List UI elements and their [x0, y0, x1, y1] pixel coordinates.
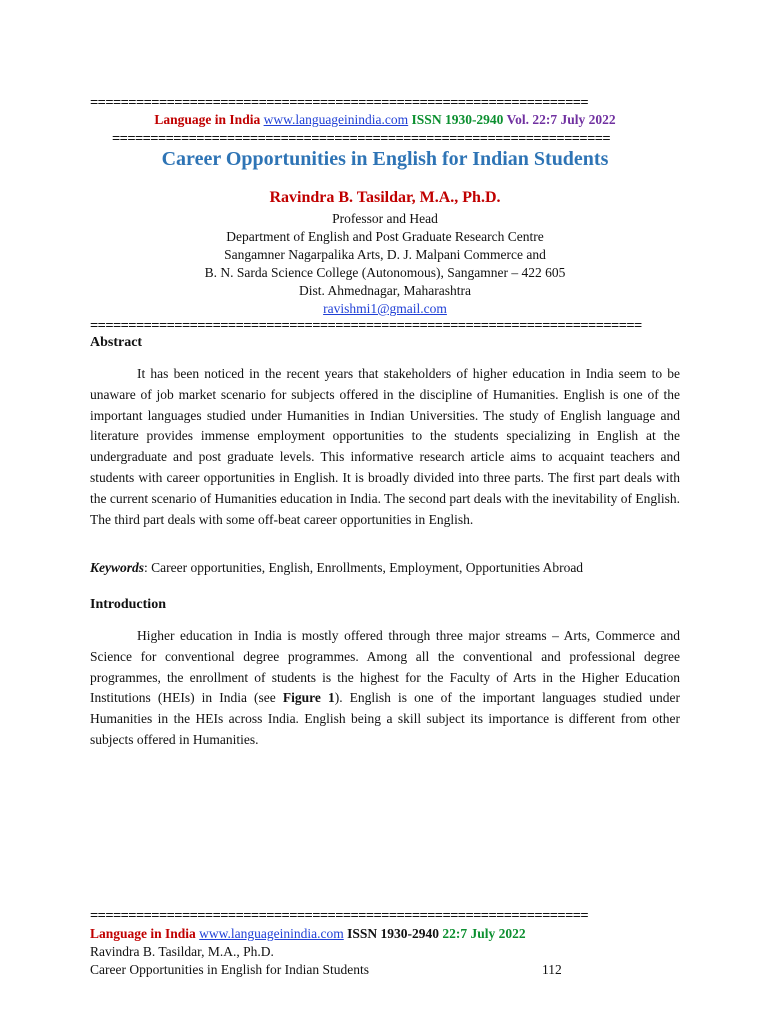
abstract-heading: Abstract [90, 335, 143, 350]
introduction-text [90, 626, 680, 751]
keywords-line [90, 560, 690, 576]
author-affiliation [0, 210, 770, 318]
journal-url-link[interactable]: www.languageinindia.com [263, 112, 409, 127]
article-author: Ravindra B. Tasildar, M.A., Ph.D. [269, 189, 501, 206]
header-rule-top: ================================================================= [90, 96, 589, 110]
footer-journal-url-link[interactable]: www.languageinindia.com [199, 926, 344, 941]
footer-issn: ISSN 1930-2940 [347, 926, 440, 941]
affiliation-line: B. N. Sarda Science College (Autonomous), Sangamner – 422 605 [204, 265, 566, 280]
article-title: Career Opportunities in English for Indian Students [161, 148, 609, 170]
journal-name: Language in India [154, 112, 261, 127]
footer-rule: ================================================================= [90, 909, 589, 923]
page-number: 112 [542, 962, 562, 977]
header-rule-bottom: ================================================================= [112, 132, 611, 146]
abstract-text: It has been noticed in the recent years that stakeholders of higher education in India seem to be unaware of job market scenario for subjects offered in the discipline of Humanities. English is one of the important languages studied under Humanities in Indian Universities. The study of English language and literature provides immense employment opportunities to the students specializing in English at the undergraduate and post graduate levels. This informative research article aims to acquaint teachers and students with career opportunities in English. It is broadly divided into three parts. The first part deals with the current scenario of Humanities education in India. The second part deals with the inevitability of English. The third part deals with some off-beat career opportunities in English. [90, 366, 680, 527]
affiliation-line: Department of English and Post Graduate Research Centre [226, 229, 544, 244]
footer-volume: 22:7 July 2022 [442, 926, 526, 941]
intro-text-before: Higher education in India is mostly offered through three major streams – Arts, Commerce and Science for conventional degree programmes. Among all the conventional and professional degree programmes, the enrollment of students is the highest for the Faculty of Arts in the Higher Education Institutions (HEIs) in India (see [90, 628, 680, 706]
footer-journal-line [90, 925, 610, 943]
keywords-text: : Career opportunities, English, Enrollments, Employment, Opportunities Abroad [144, 560, 584, 575]
footer-journal-name: Language in India [90, 926, 196, 941]
figure-reference: Figure 1 [282, 690, 335, 706]
footer-author: Ravindra B. Tasildar, M.A., Ph.D. [90, 944, 274, 959]
affiliation-line: Sangamner Nagarpalika Arts, D. J. Malpani Commerce and [224, 247, 546, 262]
keywords-label: Keywords [90, 560, 144, 575]
page-footer [90, 925, 610, 979]
journal-header [0, 112, 770, 128]
affiliation-line: Dist. Ahmednagar, Maharashtra [299, 283, 471, 298]
author-email-link[interactable]: ravishmi1@gmail.com [323, 301, 447, 316]
rule-after-email: ======================================================================== [90, 319, 642, 333]
journal-volume: Vol. 22:7 July 2022 [506, 112, 616, 127]
footer-title: Career Opportunities in English for Indian Students [90, 962, 369, 977]
affiliation-line: Professor and Head [332, 211, 438, 226]
journal-issn: ISSN 1930-2940 [411, 112, 504, 127]
footer-title-row [90, 961, 610, 979]
intro-text-after: ). English is one of the important languages studied under Humanities in the HEIs across India. English being a skill subject its importance is different from other subjects offered in Humanities. [90, 690, 680, 747]
introduction-heading: Introduction [90, 597, 166, 612]
